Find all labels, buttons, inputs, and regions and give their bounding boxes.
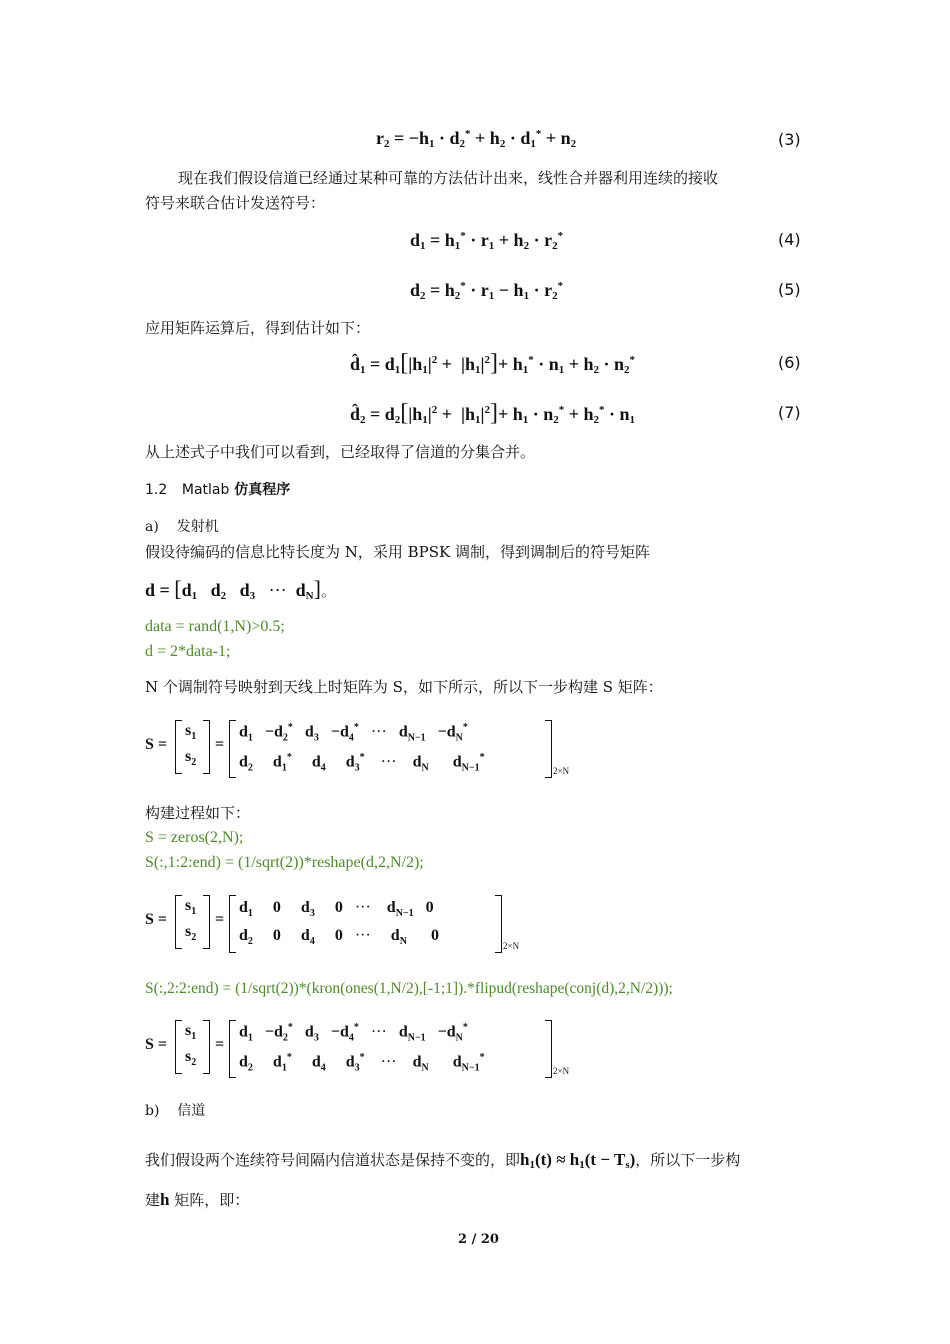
equation-3: $r_2 = -h_1 \cdot d_2^* + h_2 \cdot d_1^* + n_2$ bbox=[376, 128, 577, 150]
subheading-label: b) bbox=[145, 1103, 160, 1119]
code-line: S(:,1:2:end) = (1/sqrt(2))*reshape(d,2,N/2); bbox=[145, 854, 424, 871]
paragraph-matrix-op: 应用矩阵运算后，得到估计如下： bbox=[145, 319, 371, 337]
code-line: S(:,2:2:end) = (1/sqrt(2))*(kron(ones(1,N/2),[-1;1]).*flipud(reshape(conj(d),2,N/2))); bbox=[145, 980, 673, 997]
equation-7: $d̂_2 = d_2[|h_1|^2 + |h_1|^2]+ h_1 \cdot n_2^* + h_2^* \cdot n_1$ bbox=[350, 400, 636, 426]
subheading-title: 发射机 bbox=[176, 519, 219, 535]
equation-number-7: (7) bbox=[778, 403, 801, 422]
matrix-s-2: S = $s_1$ $s_2$ = $d_1$ 0 $d_3$ 0 ··· $d_{N-1}$ 0 $d_2$ 0 $d_4$ 0 ··· $d_N$ 0 2×N bbox=[145, 897, 520, 951]
paragraph-text: 建 bbox=[145, 1191, 161, 1209]
equation-number-4: (4) bbox=[778, 230, 801, 249]
paragraph-text: 矩阵，即： bbox=[169, 1191, 250, 1209]
section-title-latin: Matlab bbox=[181, 482, 230, 498]
paragraph-estimation-cont: 符号来联合估计发送符号： bbox=[145, 194, 326, 212]
paragraph-line: 现在我们假设信道已经通过某种可靠的方法估计出来，线性合并器利用连续的接收 bbox=[178, 169, 719, 187]
matrix-s-3: S = $s_1$ $s_2$ = $d_1 -d_2^*$ $d_3 -d_4^*$ ··· $d_{N-1} -d_N^*$ $d_2$ $d_1^*$ $d_4$ $d_3^*$ ··· $d_N$ $d_{N-1}^*$ 2×N bbox=[145, 1022, 570, 1076]
section-number: 1.2 bbox=[145, 482, 168, 498]
paragraph-channel bbox=[145, 1150, 740, 1175]
equation-d-vector: $d = [d_1$ $d_2$ $d_3$ ··· $d_N$]。 bbox=[145, 576, 336, 602]
paragraph-bpsk: 假设待编码的信息比特长度为 N，采用 BPSK 调制，得到调制后的符号矩阵 bbox=[145, 543, 651, 561]
equation-5: $d_2 = h_2^* \cdot r_1 - h_1 \cdot r_2^*$ bbox=[410, 280, 564, 302]
symbol-h: h bbox=[160, 1190, 170, 1209]
paragraph-estimation bbox=[178, 168, 718, 188]
equation-h-approx: $h_1(t) \approx h_1(t - T_s)$ bbox=[520, 1150, 636, 1171]
paragraph-text: 我们假设两个连续符号间隔内信道状态是保持不变的，即 bbox=[145, 1151, 521, 1169]
subheading-b bbox=[145, 1101, 205, 1121]
paragraph-channel-cont bbox=[145, 1190, 249, 1210]
paragraph-diversity: 从上述式子中我们可以看到，已经取得了信道的分集合并。 bbox=[145, 443, 536, 461]
equation-6: $d̂_1 = d_1[|h_1|^2 + |h_1|^2]+ h_1^* \cdot n_1 + h_2 \cdot n_2^*$ bbox=[350, 350, 636, 376]
equation-4: $d_1 = h_1^* \cdot r_1 + h_2 \cdot r_2^*$ bbox=[410, 230, 564, 252]
code-line: d = 2*data-1; bbox=[145, 643, 231, 660]
paragraph-construction: 构建过程如下： bbox=[145, 804, 251, 822]
equation-number-6: (6) bbox=[778, 353, 801, 372]
subheading-label: a) bbox=[145, 519, 159, 535]
paragraph-s-matrix: N 个调制符号映射到天线上时矩阵为 S，如下所示，所以下一步构建 S 矩阵： bbox=[145, 678, 663, 696]
code-line: S = zeros(2,N); bbox=[145, 829, 244, 846]
matrix-s-1: S = $s_1$ $s_2$ = $d_1 -d_2^*$ $d_3 -d_4^*$ ··· $d_{N-1} -d_N^*$ $d_2$ $d_1^*$ $d_4$ $d_3^*$ ··· $d_N$ $d_{N-1}^*$ 2×N bbox=[145, 722, 570, 776]
section-title-cn: 仿真程序 bbox=[234, 482, 291, 498]
equation-number-3: (3) bbox=[778, 130, 801, 149]
code-line: data = rand(1,N)>0.5; bbox=[145, 618, 285, 635]
page-number: 2 / 20 bbox=[458, 1232, 499, 1247]
paragraph-text: ，所以下一步构 bbox=[635, 1151, 741, 1169]
subheading-title: 信道 bbox=[177, 1103, 206, 1119]
equation-number-5: (5) bbox=[778, 280, 801, 299]
section-heading bbox=[145, 480, 290, 500]
subheading-a bbox=[145, 517, 219, 537]
